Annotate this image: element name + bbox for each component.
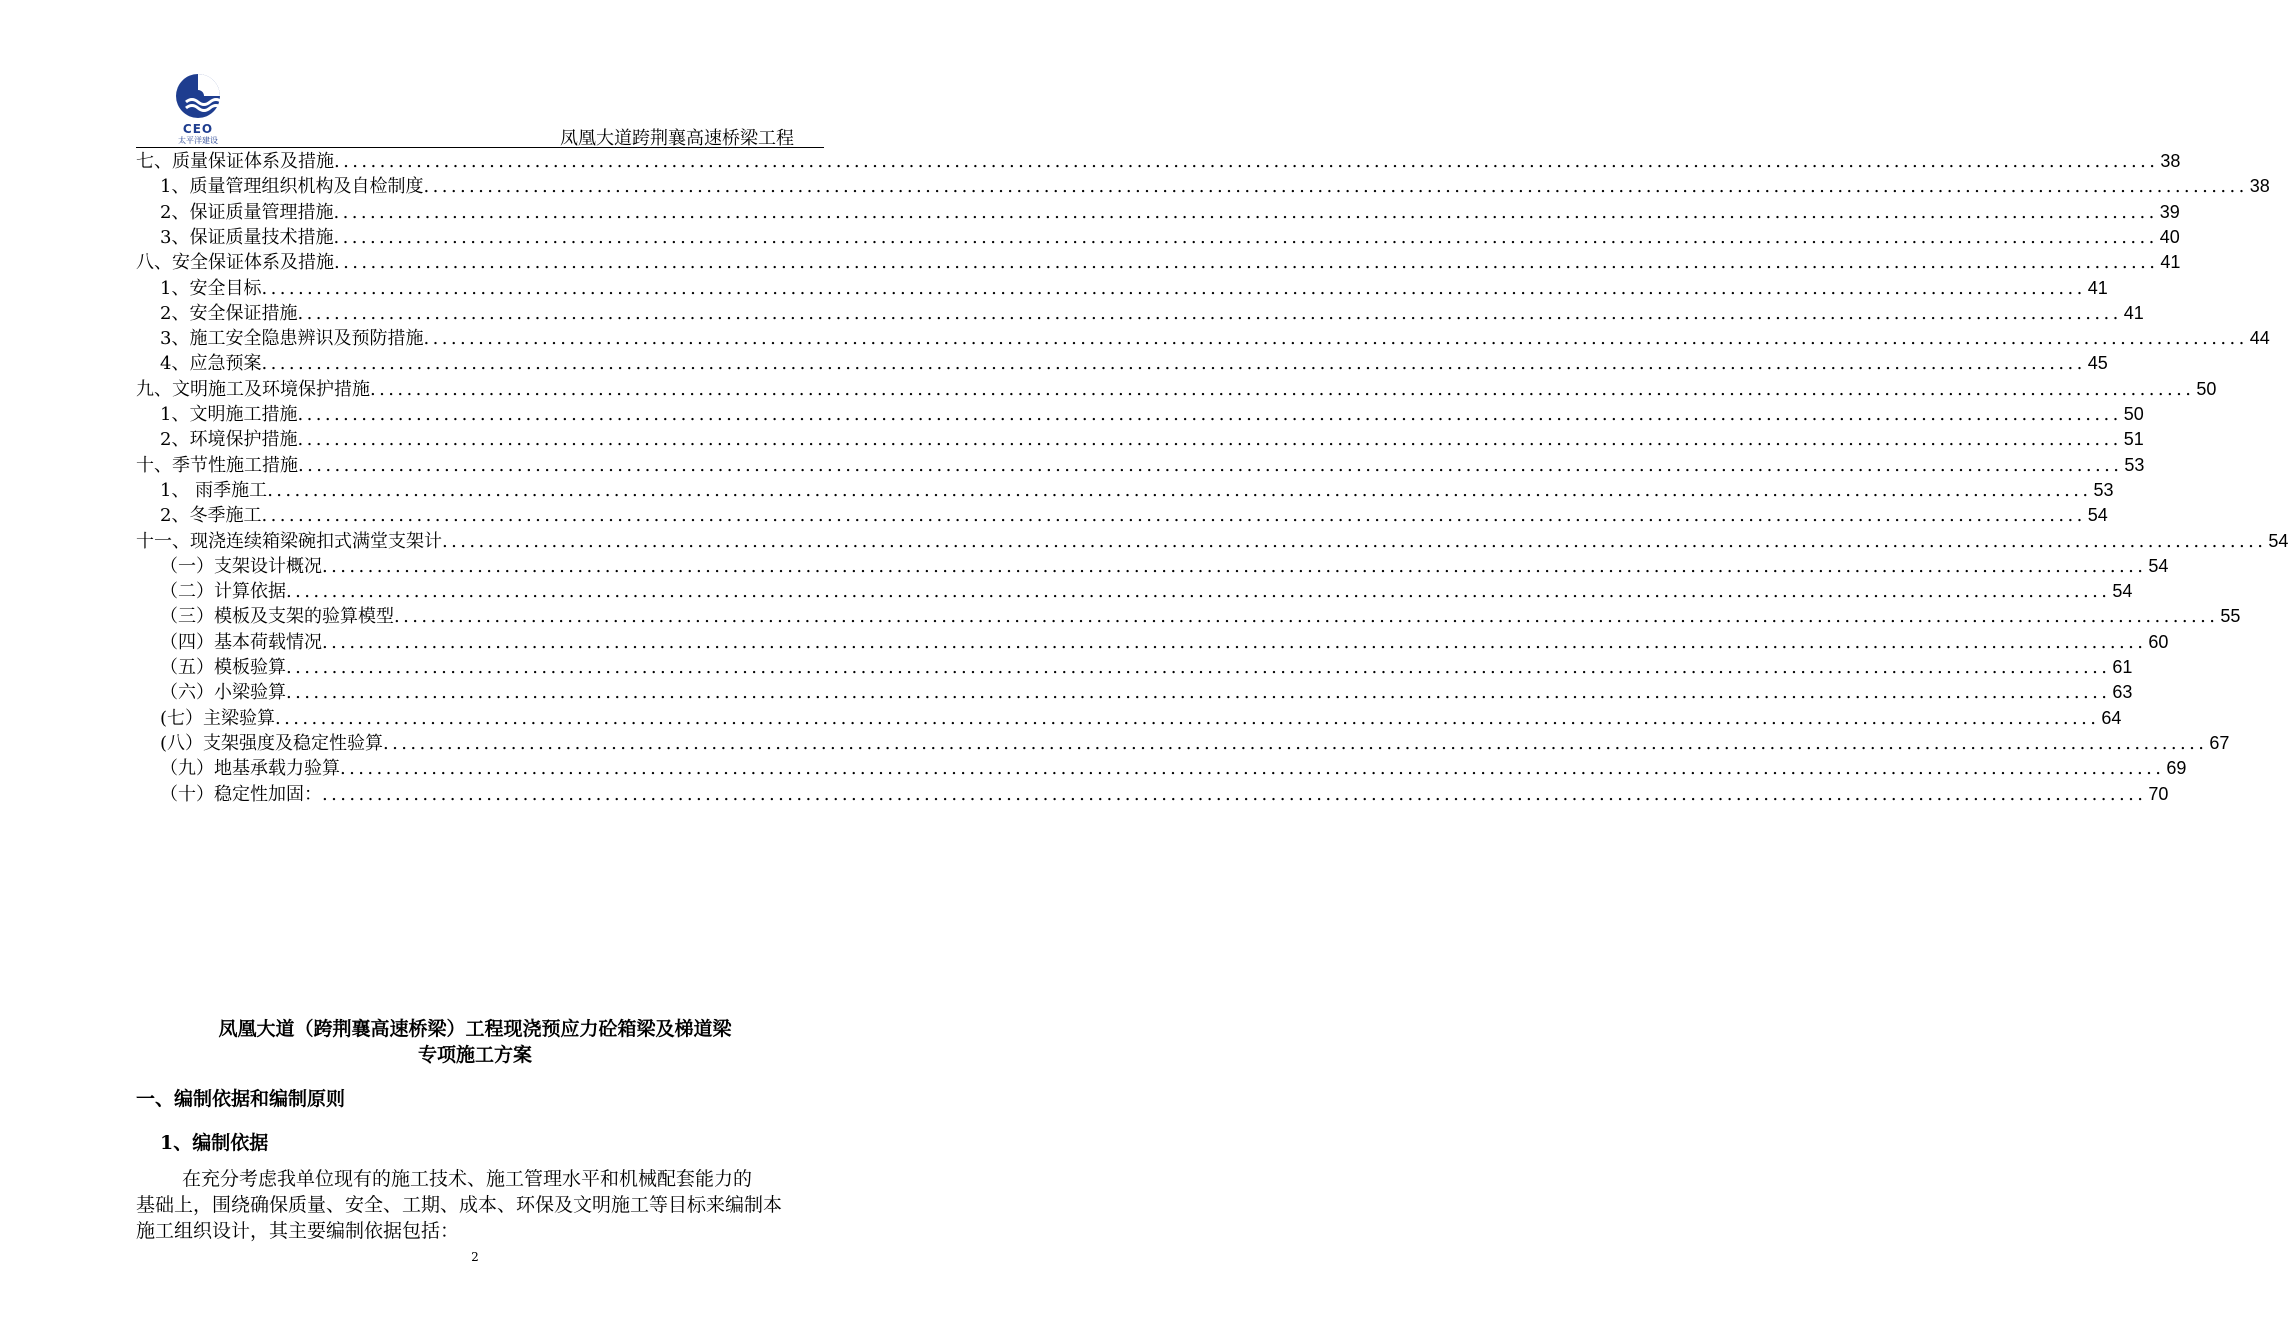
toc-entry-label: 3、保证质量技术措施 [160,226,334,248]
toc-entry-label: 2、环境保护措施 [160,429,298,451]
toc-entry-page: 54 [2112,581,2133,602]
toc-entry-label: 1、安全目标 [160,277,262,299]
toc-entry-page: 54 [2087,505,2108,526]
toc-entry[interactable] [160,731,2230,756]
paragraph-line: 在充分考虑我单位现有的施工技术、施工管理水平和机械配套能力的 [182,1168,753,1190]
toc-entry[interactable] [160,427,2144,452]
toc-leader-dots: ........................................................................................................................................................................................................ [334,252,2159,274]
toc-entry-label: 1、质量管理组织机构及自检制度 [160,176,424,198]
toc-leader-dots: ........................................................................................................................................................................................................ [423,328,2248,350]
toc-leader-dots: ........................................................................................................................................................................................................ [297,429,2122,451]
toc-entry-label: 2、保证质量管理措施 [160,201,334,223]
toc-entry-page: 44 [2249,328,2270,349]
toc-entry-page: 50 [2196,378,2217,399]
toc-leader-dots: ........................................................................................................................................................................................................ [275,707,2100,729]
section-heading: 一、编制依据和编制原则 [136,1088,346,1110]
toc-leader-dots: ........................................................................................................................................................................................................ [322,783,2147,805]
toc-leader-dots: ........................................................................................................................................................................................................ [423,176,2248,198]
logo-text: CEO [182,122,214,136]
toc-leader-dots: ........................................................................................................................................................................................................ [267,479,2092,501]
toc-entry-page: 53 [2124,454,2145,475]
header-divider [136,147,824,148]
document-title-line1: 凤凰大道（跨荆襄高速桥梁）工程现浇预应力砼箱梁及梯道梁 [218,1018,732,1040]
toc-entry[interactable] [160,326,2270,351]
toc-entry-label: (七）主梁验算 [160,707,276,729]
toc-entry-label: 九、文明施工及环境保护措施 [136,378,370,400]
toc-entry-page: 53 [2093,479,2114,500]
toc-leader-dots: ........................................................................................................................................................................................................ [334,151,2159,172]
toc-leader-dots: ........................................................................................................................................................................................................ [297,302,2122,324]
toc-entry-page: 41 [2160,252,2181,273]
toc-leader-dots: ........................................................................................................................................................................................................ [298,454,2123,476]
toc-leader-dots: ........................................................................................................................................................................................................ [261,353,2086,375]
toc-entry[interactable] [160,655,2133,680]
toc-entry-label: 八、安全保证体系及措施 [136,252,334,274]
toc-entry-page: 67 [2209,732,2230,753]
paragraph-line: 基础上，围绕确保质量、安全、工期、成本、环保及文明施工等目标来编制本 [136,1194,783,1216]
company-logo [164,72,232,145]
toc-leader-dots: ........................................................................................................................................................................................................ [333,201,2158,223]
toc-entry[interactable] [136,149,2181,174]
toc-entry-page: 38 [2160,151,2181,171]
toc-entry-page: 54 [2148,555,2169,576]
toc-leader-dots: ........................................................................................................................................................................................................ [340,758,2165,780]
subsection-heading: 1、编制依据 [160,1132,269,1154]
toc-entry[interactable] [136,453,2145,478]
toc-leader-dots: ........................................................................................................................................................................................................ [286,682,2111,704]
header-title: 凤凰大道跨荆襄高速桥梁工程 [560,128,794,149]
toc-entry-page: 63 [2112,682,2133,703]
toc-entry[interactable] [160,276,2108,301]
toc-entry-page: 51 [2123,429,2144,450]
toc-entry-page: 41 [2123,302,2144,323]
toc-leader-dots: ........................................................................................................................................................................................................ [442,530,2267,552]
toc-leader-dots: ........................................................................................................................................................................................................ [383,732,2208,754]
toc-entry[interactable] [160,200,2180,225]
toc-entry-label: 4、应急预案 [160,353,262,375]
toc-leader-dots: ........................................................................................................................................................................................................ [370,378,2195,400]
toc-entry-label: （五）模板验算 [160,657,286,678]
toc-entry-page: 41 [2087,277,2108,298]
toc-entry-page: 61 [2112,657,2133,677]
toc-entry[interactable] [160,680,2133,705]
toc-entry-page: 70 [2148,783,2169,804]
toc-entry-label: 七、质量保证体系及措施 [136,151,334,172]
toc-entry[interactable] [136,529,2288,554]
toc-leader-dots: ........................................................................................................................................................................................................ [286,657,2111,678]
toc-entry-label: 1、 雨季施工 [160,479,268,501]
logo-subtext: 太平洋建设 [178,136,218,145]
toc-entry-label: 2、安全保证措施 [160,302,298,324]
toc-entry-page: 39 [2159,201,2180,222]
toc-entry-page: 54 [2268,530,2288,551]
toc-leader-dots: ........................................................................................................................................................................................................ [297,404,2122,425]
toc-leader-dots: ........................................................................................................................................................................................................ [261,505,2086,527]
toc-entry[interactable] [160,402,2144,427]
toc-leader-dots: ........................................................................................................................................................................................................ [322,631,2147,653]
toc-entry-label: （十）稳定性加固： [160,783,322,805]
toc-entry[interactable] [160,174,2270,199]
toc-entry[interactable] [136,377,2217,402]
page-number: 2 [471,1250,479,1264]
toc-entry-label: （九）地基承载力验算 [160,758,340,780]
toc-entry-label: 1、文明施工措施 [160,404,298,425]
toc-entry-page: 40 [2159,226,2180,247]
toc-entry[interactable] [160,706,2122,731]
toc-entry-label: 3、施工安全隐患辨识及预防措施 [160,328,424,350]
toc-entry-label: 十、季节性施工措施 [136,454,298,476]
toc-entry-page: 45 [2087,353,2108,374]
ceo-logo-icon [164,72,232,124]
toc-entry[interactable] [160,579,2133,604]
toc-leader-dots: ........................................................................................................................................................................................................ [333,226,2158,248]
toc-entry-label: （二）计算依据 [160,581,286,603]
toc-entry-label: （六）小梁验算 [160,682,286,704]
toc-entry-page: 60 [2148,631,2169,652]
toc-entry-page: 55 [2220,606,2241,627]
toc-entry[interactable] [136,250,2181,275]
toc-entry[interactable] [160,630,2169,655]
toc-entry[interactable] [160,503,2108,528]
toc-entry[interactable] [160,301,2144,326]
toc-entry[interactable] [160,604,2241,629]
toc-entry[interactable] [160,478,2114,503]
document-title-line2: 专项施工方案 [417,1044,532,1066]
toc-leader-dots: ........................................................................................................................................................................................................ [394,606,2219,628]
toc-entry[interactable] [160,756,2187,781]
toc-entry-page: 50 [2123,404,2144,424]
toc-entry-label: 2、冬季施工 [160,505,262,527]
toc-entry-label: (八）支架强度及稳定性验算 [160,732,384,754]
toc-entry-label: （四）基本荷载情况 [160,631,322,653]
toc-leader-dots: ........................................................................................................................................................................................................ [322,555,2147,577]
toc-entry-label: 十一、现浇连续箱梁碗扣式满堂支架计 [136,530,442,552]
toc-entry-label: （三）模板及支架的验算模型 [160,606,394,628]
paragraph-line: 施工组织设计，其主要编制依据包括： [136,1220,460,1242]
toc-entry-page: 64 [2101,707,2122,728]
toc-leader-dots: ........................................................................................................................................................................................................ [286,581,2111,603]
toc-entry-page: 69 [2166,758,2187,779]
toc-entry[interactable] [160,782,2169,807]
toc-entry[interactable] [160,225,2180,250]
toc-entry-label: （一）支架设计概况 [160,555,322,577]
toc-entry[interactable] [160,351,2108,376]
toc-leader-dots: ........................................................................................................................................................................................................ [261,277,2086,299]
toc-entry[interactable] [160,554,2169,579]
toc-entry-page: 38 [2249,176,2270,197]
